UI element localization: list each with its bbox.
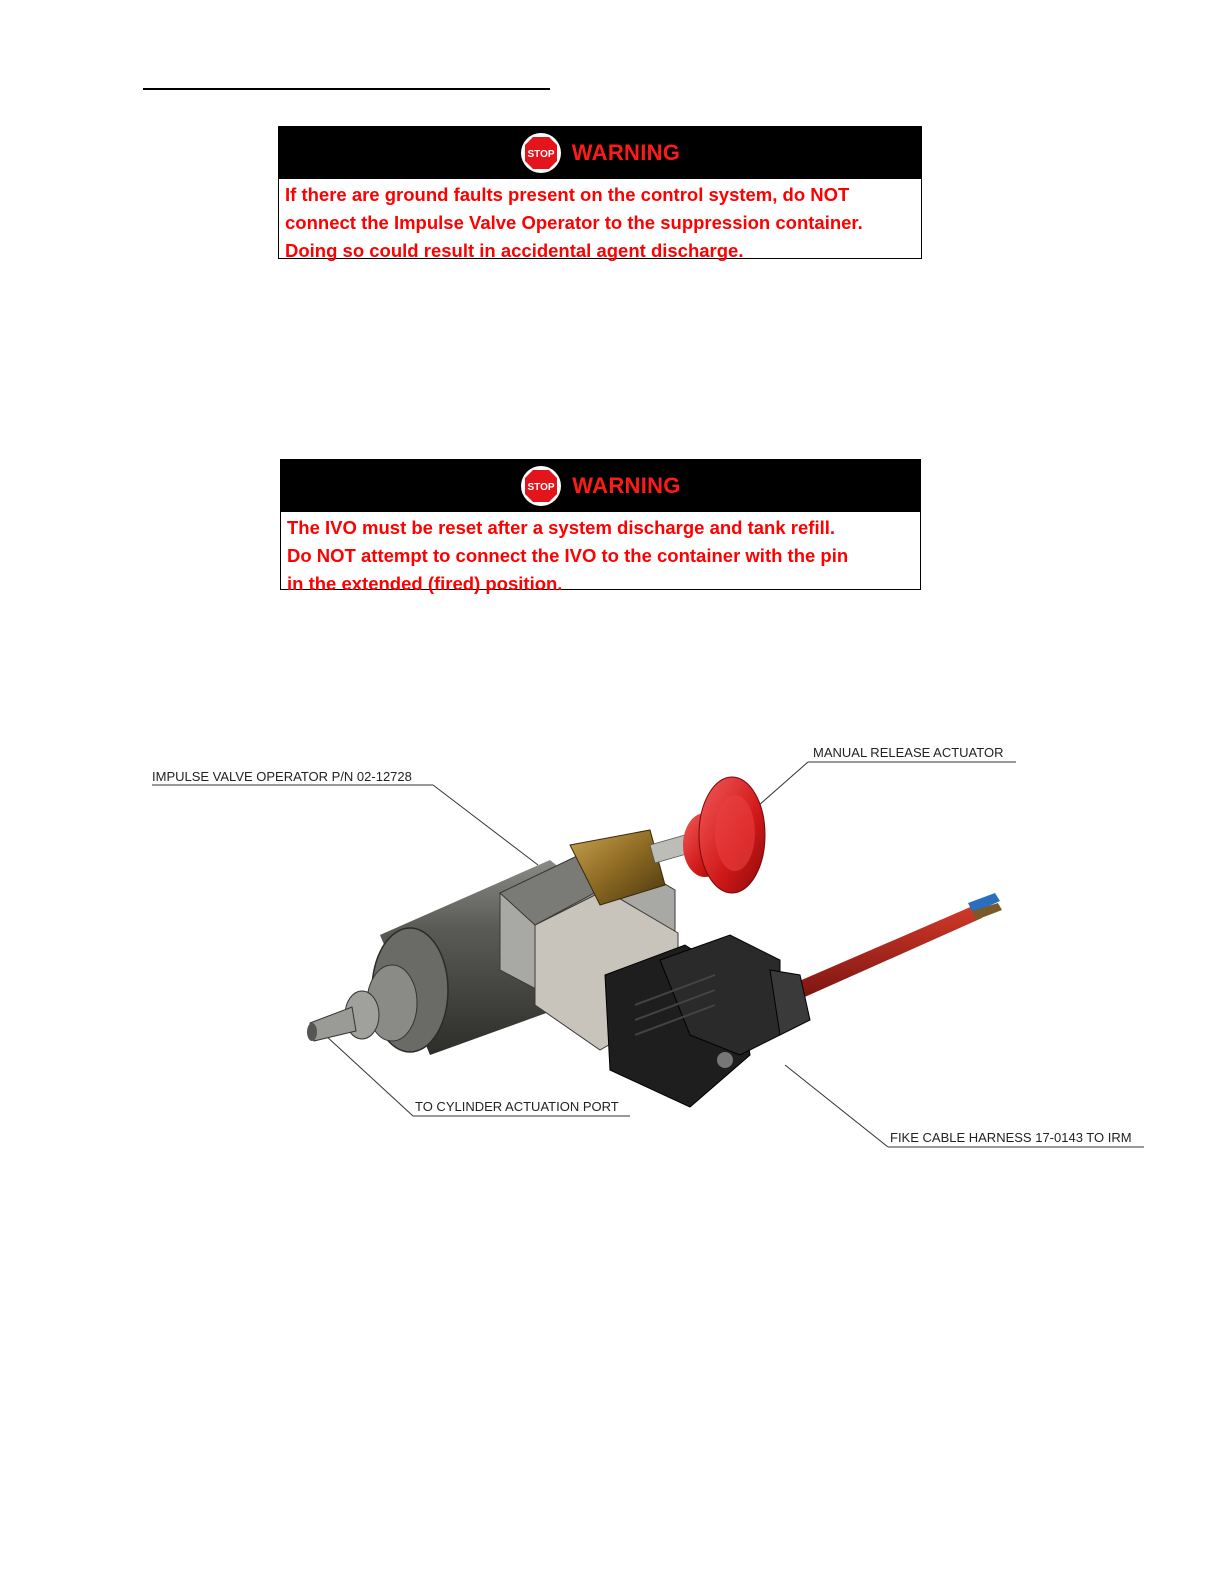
cable-harness	[790, 893, 1002, 1000]
warning-box-ground-faults	[278, 126, 922, 259]
stop-label: STOP	[527, 149, 555, 160]
warning-line: Doing so could result in accidental agent discharge.	[285, 240, 744, 261]
callout-ivo	[152, 769, 538, 865]
warning-header	[279, 127, 921, 179]
callout-port	[325, 1035, 630, 1116]
stop-label: STOP	[527, 482, 555, 493]
warning-title: WARNING	[571, 140, 681, 165]
callout-manual-label: MANUAL RELEASE ACTUATOR	[813, 745, 1004, 760]
callout-harness	[785, 1065, 1144, 1147]
ivo-assembly-diagram	[130, 735, 1160, 1155]
warning-header	[281, 460, 920, 512]
top-rule	[143, 88, 550, 90]
warning-box-ivo-reset	[280, 459, 921, 594]
warning-body	[279, 179, 921, 269]
callout-manual-release	[750, 745, 1016, 813]
callout-harness-label: FIKE CABLE HARNESS 17-0143 TO IRM	[890, 1130, 1132, 1145]
warning-line: connect the Impulse Valve Operator to the suppression container.	[285, 212, 863, 233]
warning-line: Do NOT attempt to connect the IVO to the container with the pin	[287, 545, 849, 566]
warning-body	[281, 512, 920, 602]
stop-sign-icon	[520, 132, 562, 174]
stop-sign-icon	[520, 465, 562, 507]
warning-line: If there are ground faults present on the control system, do NOT	[285, 184, 850, 205]
callout-ivo-label: IMPULSE VALVE OPERATOR P/N 02-12728	[152, 769, 412, 784]
warning-line: in the extended (fired) position.	[287, 573, 563, 594]
warning-title: WARNING	[572, 473, 681, 498]
warning-line: The IVO must be reset after a system discharge and tank refill.	[287, 517, 835, 538]
manual-release-actuator	[683, 777, 765, 893]
callout-port-label: TO CYLINDER ACTUATION PORT	[415, 1099, 619, 1114]
